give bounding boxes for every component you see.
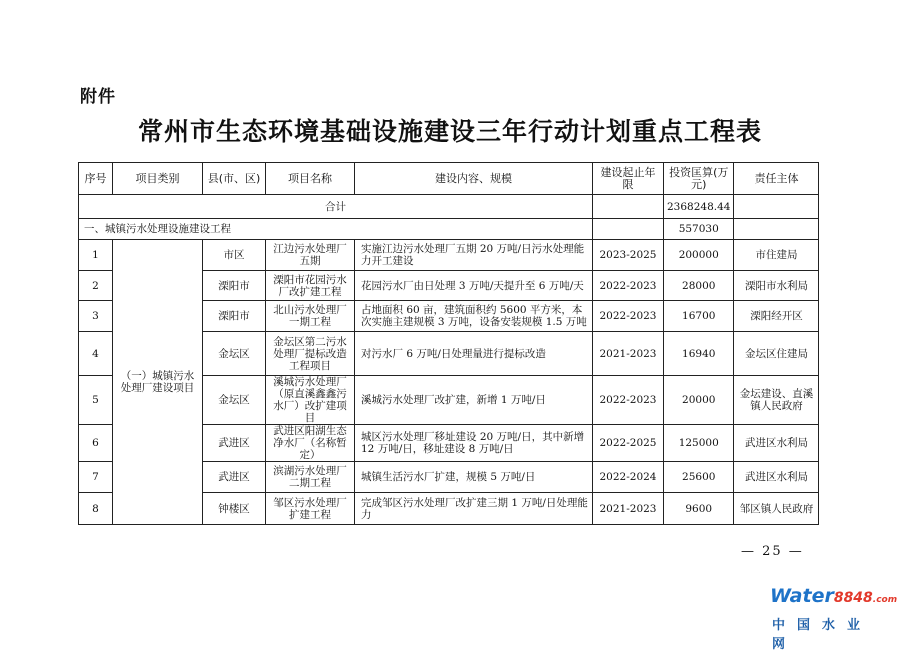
- row-name: 邹区污水处理厂扩建工程: [266, 493, 355, 525]
- row-owner: 邹区镇人民政府: [734, 493, 819, 525]
- row-name: 北山污水处理厂一期工程: [266, 301, 355, 332]
- row-name: 金坛区第二污水处理厂提标改造工程项目: [266, 332, 355, 376]
- row-period: 2021-2023: [593, 493, 664, 525]
- section-label: 一、城镇污水处理设施建设工程: [79, 219, 593, 240]
- row-name: 溪城污水处理厂（原直溪鑫鑫污水厂）改扩建项目: [266, 376, 355, 425]
- row-content: 溪城污水处理厂改扩建，新增 1 万吨/日: [355, 376, 593, 425]
- row-no: 1: [79, 240, 113, 271]
- row-investment: 125000: [664, 425, 734, 462]
- section-period-cell: [593, 219, 664, 240]
- project-table: [78, 162, 819, 525]
- header-period: 建设起止年限: [593, 163, 664, 195]
- total-owner-cell: [734, 195, 819, 219]
- row-investment: 16700: [664, 301, 734, 332]
- row-investment: 25600: [664, 462, 734, 493]
- row-no: 3: [79, 301, 113, 332]
- table-row: [79, 240, 819, 271]
- watermark-suffix: .com: [872, 595, 898, 605]
- row-no: 6: [79, 425, 113, 462]
- row-investment: 16940: [664, 332, 734, 376]
- section-row: [79, 219, 819, 240]
- row-no: 5: [79, 376, 113, 425]
- row-period: 2022-2023: [593, 271, 664, 301]
- row-content: 实施江边污水处理厂五期 20 万吨/日污水处理能力开工建设: [355, 240, 593, 271]
- row-no: 8: [79, 493, 113, 525]
- row-period: 2021-2023: [593, 332, 664, 376]
- row-investment: 200000: [664, 240, 734, 271]
- row-name: 武进区阳湖生态净水厂（名称暂定）: [266, 425, 355, 462]
- header-name: 项目名称: [266, 163, 355, 195]
- table-header-row: [79, 163, 819, 195]
- row-no: 7: [79, 462, 113, 493]
- total-label: 合计: [79, 195, 593, 219]
- page-title: 常州市生态环境基础设施建设三年行动计划重点工程表: [137, 117, 762, 146]
- row-no: 4: [79, 332, 113, 376]
- row-content: 花园污水厂由日处理 3 万吨/天提升至 6 万吨/天: [355, 271, 593, 301]
- row-investment: 9600: [664, 493, 734, 525]
- watermark-brand-line: [770, 585, 898, 610]
- row-no: 2: [79, 271, 113, 301]
- section-owner-cell: [734, 219, 819, 240]
- row-content: 对污水厂 6 万吨/日处理量进行提标改造: [355, 332, 593, 376]
- total-period-cell: [593, 195, 664, 219]
- row-owner: 市住建局: [734, 240, 819, 271]
- row-county: 金坛区: [203, 376, 266, 425]
- row-investment: 28000: [664, 271, 734, 301]
- row-investment: 20000: [664, 376, 734, 425]
- total-value: 2368248.44: [664, 195, 734, 219]
- row-period: 2022-2023: [593, 301, 664, 332]
- row-owner: 金坛区住建局: [734, 332, 819, 376]
- row-county: 钟楼区: [203, 493, 266, 525]
- row-owner: 武进区水利局: [734, 425, 819, 462]
- row-county: 武进区: [203, 425, 266, 462]
- attachment-label: 附件: [80, 87, 116, 107]
- total-row: [79, 195, 819, 219]
- header-content: 建设内容、规模: [355, 163, 593, 195]
- section-value: 557030: [664, 219, 734, 240]
- row-county: 武进区: [203, 462, 266, 493]
- row-name: 溧阳市花园污水厂改扩建工程: [266, 271, 355, 301]
- row-period: 2022-2025: [593, 425, 664, 462]
- category-cell: （一）城镇污水处理厂建设项目: [113, 240, 203, 525]
- page-number: — 25 —: [741, 544, 804, 559]
- row-content: 城镇生活污水厂扩建，规模 5 万吨/日: [355, 462, 593, 493]
- row-county: 金坛区: [203, 332, 266, 376]
- row-owner: 武进区水利局: [734, 462, 819, 493]
- header-no: 序号: [79, 163, 113, 195]
- row-owner: 溧阳市水利局: [734, 271, 819, 301]
- row-county: 市区: [203, 240, 266, 271]
- row-content: 城区污水处理厂移址建设 20 万吨/日，其中新增 12 万吨/日，移址建设 8 万吨/日: [355, 425, 593, 462]
- row-owner: 溧阳经开区: [734, 301, 819, 332]
- watermark-logo: [770, 585, 898, 652]
- row-county: 溧阳市: [203, 271, 266, 301]
- row-name: 江边污水处理厂五期: [266, 240, 355, 271]
- watermark-number: 8848: [833, 590, 873, 606]
- header-investment: 投资匡算(万元): [664, 163, 734, 195]
- row-county: 溧阳市: [203, 301, 266, 332]
- row-content: 占地面积 60 亩，建筑面积约 5600 平方米，本次实施主建规模 3 万吨，设备安装规模 1.5 万吨: [355, 301, 593, 332]
- row-name: 滨湖污水处理厂二期工程: [266, 462, 355, 493]
- header-owner: 责任主体: [734, 163, 819, 195]
- row-period: 2022-2023: [593, 376, 664, 425]
- row-content: 完成邹区污水处理厂改扩建三期 1 万吨/日处理能力: [355, 493, 593, 525]
- row-owner: 金坛建设、直溪镇人民政府: [734, 376, 819, 425]
- row-period: 2022-2024: [593, 462, 664, 493]
- watermark-cn: 中国水业网: [772, 618, 873, 652]
- row-period: 2023-2025: [593, 240, 664, 271]
- header-county: 县(市、区): [203, 163, 266, 195]
- watermark-brand: Water: [770, 585, 834, 607]
- header-category: 项目类别: [113, 163, 203, 195]
